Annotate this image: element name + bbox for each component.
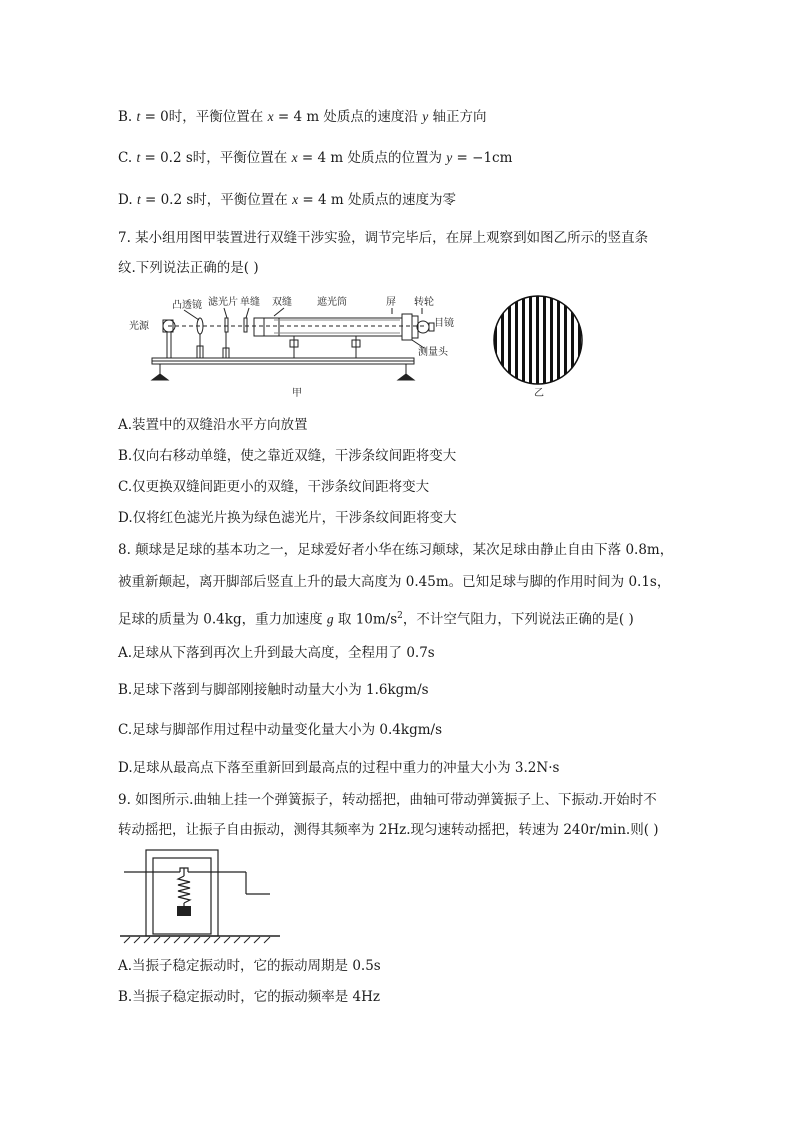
caption-yi: 乙 bbox=[534, 388, 544, 398]
q9-option-a: A.当振子稳定振动时，它的振动周期是 0.5s bbox=[118, 958, 381, 974]
label-single-slit: 单缝 bbox=[240, 297, 260, 308]
q6-option-c: C. t = 0.2 s时，平衡位置在 x = 4 m 处质点的位置为 y = −1cm bbox=[118, 150, 513, 166]
label-measuring-head: 测量头 bbox=[418, 347, 448, 358]
spring-oscillator-figure bbox=[120, 848, 280, 948]
q9-stem-line2: 转动摇把，让振子自由振动，测得其频率为 2Hz.现匀速转动摇把，转速为 240r/min.则( ) bbox=[118, 822, 659, 838]
label-double-slit: 双缝 bbox=[272, 297, 292, 308]
q7-option-b: B.仅向右移动单缝，使之靠近双缝，干涉条纹间距将变大 bbox=[118, 448, 457, 464]
label-filter: 滤光片 bbox=[208, 297, 238, 308]
q8-option-b: B.足球下落到与脚部刚接触时动量大小为 1.6kgm/s bbox=[118, 682, 429, 698]
double-slit-apparatus-figure bbox=[124, 288, 464, 398]
q8-stem-line1: 8. 颠球是足球的基本功之一，足球爱好者小华在练习颠球，某次足球由静止自由下落 0.8m， bbox=[118, 542, 674, 558]
caption-jia: 甲 bbox=[292, 388, 302, 398]
q8-option-c: C.足球与脚部作用过程中动量变化量大小为 0.4kgm/s bbox=[118, 722, 442, 738]
label-screen: 屏 bbox=[386, 297, 396, 308]
q7-stem-line1: 7. 某小组用图甲装置进行双缝干涉实验，调节完毕后，在屏上观察到如图乙所示的竖直条 bbox=[118, 230, 649, 246]
q7-stem-line2: 纹.下列说法正确的是( ) bbox=[118, 260, 259, 276]
q9-stem-line1: 9. 如图所示.曲轴上挂一个弹簧振子，转动摇把，曲轴可带动弹簧振子上、下振动.开始时不 bbox=[118, 792, 657, 808]
q6-option-d: D. t = 0.2 s时，平衡位置在 x = 4 m 处质点的速度为零 bbox=[118, 192, 456, 208]
q8-stem-line3: 足球的质量为 0.4kg，重力加速度 g 取 $10m/s^2$，不计空气阻力，下列说法正确的是( ) bbox=[118, 611, 634, 628]
label-convex-lens: 凸透镜 bbox=[172, 300, 202, 311]
q7-option-c: C.仅更换双缝间距更小的双缝，干涉条纹间距将变大 bbox=[118, 479, 430, 495]
q8-option-a: A.足球从下落到再次上升到最大高度，全程用了 0.7s bbox=[118, 645, 435, 661]
fringe-pattern-figure bbox=[490, 294, 586, 398]
q7-option-d: D.仅将红色滤光片换为绿色滤光片，干涉条纹间距将变大 bbox=[118, 510, 457, 526]
label-eyepiece: 目镜 bbox=[434, 318, 454, 329]
label-light-tube: 遮光筒 bbox=[317, 297, 347, 308]
label-wheel: 转轮 bbox=[414, 297, 434, 308]
q6-option-b: B. t = 0时，平衡位置在 x = 4 m 处质点的速度沿 y 轴正方向 bbox=[118, 109, 487, 125]
q8-option-d: D.足球从最高点下落至重新回到最高点的过程中重力的冲量大小为 3.2N·s bbox=[118, 760, 560, 776]
q7-option-a: A.装置中的双缝沿水平方向放置 bbox=[118, 417, 308, 433]
label-light-source: 光源 bbox=[129, 321, 149, 332]
q9-option-b: B.当振子稳定振动时，它的振动频率是 4Hz bbox=[118, 989, 380, 1005]
q8-stem-line2: 被重新颠起，离开脚部后竖直上升的最大高度为 0.45m。已知足球与脚的作用时间为 0.1s， bbox=[118, 574, 671, 590]
